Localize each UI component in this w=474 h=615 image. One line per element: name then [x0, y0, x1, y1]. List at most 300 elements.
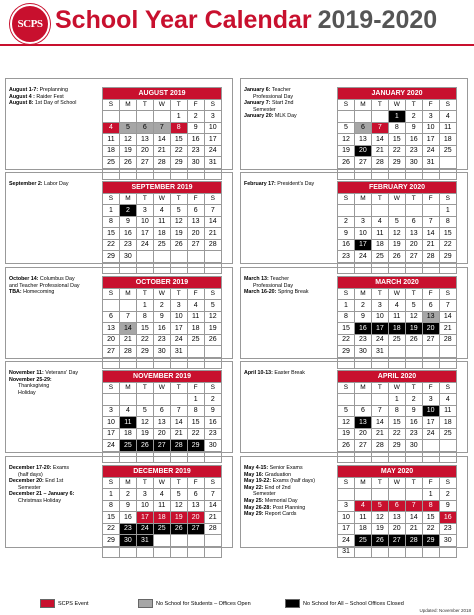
day-cell: 11	[354, 512, 371, 524]
day-cell: 19	[136, 428, 153, 440]
day-cell: 10	[136, 500, 153, 512]
day-cell: 22	[388, 145, 405, 157]
empty-cell	[136, 111, 153, 123]
day-cell: 21	[371, 428, 388, 440]
weekday-header: T	[170, 477, 187, 489]
day-cell: 22	[187, 428, 204, 440]
day-cell: 4	[388, 300, 405, 312]
day-cell: 6	[187, 489, 204, 501]
note-date: January 6:	[244, 87, 271, 93]
empty-cell	[371, 205, 388, 217]
day-cell: 11	[119, 417, 136, 429]
legend-gray-swatch	[138, 599, 153, 608]
day-cell: 13	[422, 311, 439, 323]
note-text: Homecoming	[21, 289, 55, 296]
day-cell: 17	[204, 134, 221, 146]
weekday-header: T	[136, 193, 153, 205]
day-cell: 9	[439, 500, 456, 512]
month-block	[5, 267, 233, 359]
note-line	[244, 505, 336, 512]
day-cell: 20	[103, 334, 120, 346]
day-cell: 12	[119, 134, 136, 146]
day-cell: 16	[153, 323, 170, 335]
weekday-header: M	[354, 477, 371, 489]
day-cell: 22	[422, 523, 439, 535]
note-line	[9, 478, 101, 485]
day-cell: 27	[136, 157, 153, 169]
day-cell: 23	[354, 334, 371, 346]
weekday-header: W	[153, 99, 170, 111]
day-cell: 10	[204, 122, 221, 134]
day-cell: 2	[338, 216, 355, 228]
legend-no-school-all-label: No School for All – School Offices Closed	[303, 600, 404, 607]
day-cell: 8	[388, 122, 405, 134]
legend-black-swatch	[285, 599, 300, 608]
empty-cell	[354, 394, 371, 406]
month-name: OCTOBER 2019	[103, 277, 222, 289]
day-cell: 17	[170, 323, 187, 335]
day-cell: 11	[371, 228, 388, 240]
weekday-header: M	[119, 382, 136, 394]
day-cell: 29	[103, 251, 120, 263]
day-cell: 15	[103, 512, 120, 524]
day-cell: 13	[354, 134, 371, 146]
day-cell: 7	[119, 311, 136, 323]
note-date: December 17-20:	[9, 465, 52, 471]
day-cell: 14	[371, 417, 388, 429]
day-cell: 15	[170, 134, 187, 146]
empty-cell	[119, 394, 136, 406]
note-date: May 25:	[244, 497, 264, 504]
day-cell: 11	[388, 311, 405, 323]
page-title	[55, 6, 437, 35]
weekday-header: T	[170, 193, 187, 205]
note-line	[244, 87, 336, 94]
note-date: August 4 :	[9, 93, 35, 100]
day-cell: 7	[371, 405, 388, 417]
day-cell: 19	[204, 323, 221, 335]
weekday-header: S	[103, 477, 120, 489]
day-cell: 3	[136, 205, 153, 217]
empty-cell	[170, 535, 187, 547]
note-text: President's Day	[275, 181, 315, 187]
day-cell: 1	[439, 205, 456, 217]
weekday-header: T	[371, 382, 388, 394]
weekday-header: T	[405, 193, 422, 205]
day-cell: 6	[153, 405, 170, 417]
day-cell: 18	[119, 428, 136, 440]
day-cell: 20	[187, 228, 204, 240]
day-cell: 5	[170, 205, 187, 217]
empty-cell	[338, 205, 355, 217]
month-name: DECEMBER 2019	[103, 466, 222, 478]
day-cell: 30	[405, 157, 422, 169]
note-line	[244, 94, 336, 101]
day-cell: 25	[153, 523, 170, 535]
day-cell: 3	[103, 405, 120, 417]
day-cell: 26	[119, 157, 136, 169]
note-date: May 16:	[244, 471, 264, 478]
empty-cell	[170, 251, 187, 263]
day-cell: 20	[422, 323, 439, 335]
weekday-header: S	[103, 99, 120, 111]
weekday-header: T	[136, 382, 153, 394]
day-cell: 15	[136, 323, 153, 335]
note-text: Semester	[253, 106, 276, 113]
day-cell: 28	[439, 334, 456, 346]
month-block	[240, 361, 468, 453]
day-cell: 19	[338, 145, 355, 157]
note-line	[9, 87, 101, 94]
empty-cell	[422, 440, 439, 452]
day-cell: 21	[422, 239, 439, 251]
note-line	[9, 498, 101, 505]
day-cell: 27	[187, 239, 204, 251]
weekday-header: M	[354, 193, 371, 205]
day-cell: 30	[187, 157, 204, 169]
day-cell: 23	[153, 334, 170, 346]
weekday-header: S	[204, 193, 221, 205]
note-date: December 20:	[9, 478, 44, 485]
note-date: August 8:	[9, 100, 34, 107]
day-cell: 23	[405, 428, 422, 440]
day-cell: 27	[187, 523, 204, 535]
day-cell: 31	[170, 346, 187, 358]
day-cell: 10	[371, 311, 388, 323]
day-cell: 11	[187, 311, 204, 323]
day-cell: 19	[170, 228, 187, 240]
weekday-header: W	[153, 288, 170, 300]
day-cell: 15	[439, 228, 456, 240]
month-notes	[9, 87, 101, 107]
note-text: Labor Day	[42, 181, 69, 187]
day-cell: 25	[439, 145, 456, 157]
day-cell: 6	[422, 300, 439, 312]
day-cell: 27	[103, 346, 120, 358]
weekday-header: S	[338, 288, 355, 300]
weekday-header: S	[204, 99, 221, 111]
day-cell: 1	[388, 111, 405, 123]
note-date: January 20:	[244, 113, 274, 120]
note-text: MLK Day	[273, 113, 297, 120]
day-cell: 27	[388, 535, 405, 547]
empty-cell	[103, 300, 120, 312]
day-cell: 24	[136, 239, 153, 251]
weekday-header: T	[371, 99, 388, 111]
day-cell: 13	[153, 417, 170, 429]
note-text: Professional Day	[253, 282, 294, 289]
month-calendar	[102, 87, 222, 180]
day-cell: 7	[204, 489, 221, 501]
note-date: TBA:	[9, 289, 22, 296]
note-line	[244, 491, 336, 498]
note-date: November 11:	[9, 370, 44, 376]
weekday-header: T	[170, 288, 187, 300]
day-cell: 20	[354, 145, 371, 157]
month-name: JANUARY 2020	[338, 88, 457, 100]
weekday-header: S	[338, 477, 355, 489]
day-cell: 11	[103, 134, 120, 146]
day-cell: 7	[153, 122, 170, 134]
day-cell: 18	[439, 417, 456, 429]
day-cell: 29	[103, 535, 120, 547]
weekday-header: T	[371, 288, 388, 300]
day-cell: 26	[388, 251, 405, 263]
note-line	[244, 472, 336, 479]
empty-cell	[170, 394, 187, 406]
day-cell: 2	[119, 205, 136, 217]
day-cell: 29	[422, 535, 439, 547]
day-cell: 6	[354, 405, 371, 417]
day-cell: 19	[119, 145, 136, 157]
day-cell: 14	[204, 500, 221, 512]
empty-cell	[422, 205, 439, 217]
day-cell: 9	[187, 122, 204, 134]
day-cell: 16	[187, 134, 204, 146]
empty-cell	[103, 394, 120, 406]
day-cell: 7	[170, 405, 187, 417]
empty-cell	[354, 489, 371, 501]
weekday-header: F	[422, 193, 439, 205]
day-cell: 21	[204, 512, 221, 524]
day-cell: 1	[187, 394, 204, 406]
day-cell: 5	[338, 122, 355, 134]
note-line	[244, 113, 336, 120]
day-cell: 15	[388, 417, 405, 429]
day-cell: 18	[153, 228, 170, 240]
note-date: January 7:	[244, 100, 271, 107]
weekday-header: W	[388, 99, 405, 111]
day-cell: 12	[170, 216, 187, 228]
day-cell: 29	[439, 251, 456, 263]
day-cell: 16	[119, 512, 136, 524]
day-cell: 12	[388, 228, 405, 240]
day-cell: 25	[388, 334, 405, 346]
day-cell: 14	[153, 134, 170, 146]
empty-cell	[422, 546, 439, 558]
note-line	[9, 276, 101, 283]
day-cell: 21	[439, 323, 456, 335]
empty-cell	[204, 546, 221, 558]
day-cell: 28	[119, 346, 136, 358]
empty-cell	[153, 546, 170, 558]
day-cell: 27	[405, 251, 422, 263]
note-text: Senior Exams	[268, 465, 303, 471]
weekday-header: W	[388, 382, 405, 394]
day-cell: 15	[103, 228, 120, 240]
day-cell: 7	[204, 205, 221, 217]
empty-cell	[439, 546, 456, 558]
weekday-header: W	[388, 477, 405, 489]
month-name: FEBRUARY 2020	[338, 182, 457, 194]
day-cell: 31	[136, 535, 153, 547]
day-cell: 4	[439, 111, 456, 123]
day-cell: 20	[153, 428, 170, 440]
title-year: 2019-2020	[317, 6, 438, 34]
month-notes	[244, 465, 336, 518]
weekday-header: W	[153, 193, 170, 205]
day-cell: 3	[371, 300, 388, 312]
day-cell: 8	[338, 311, 355, 323]
day-cell: 14	[422, 228, 439, 240]
day-cell: 1	[103, 489, 120, 501]
day-cell: 30	[119, 251, 136, 263]
day-cell: 5	[170, 489, 187, 501]
day-cell: 24	[204, 145, 221, 157]
day-cell: 18	[103, 145, 120, 157]
empty-cell	[119, 546, 136, 558]
day-cell: 29	[388, 157, 405, 169]
day-cell: 29	[338, 346, 355, 358]
day-cell: 18	[371, 239, 388, 251]
weekday-header: F	[187, 193, 204, 205]
empty-cell	[187, 535, 204, 547]
note-text: End of 2nd	[263, 484, 291, 491]
empty-cell	[204, 346, 221, 358]
updated-note: Updated: November 2018	[419, 608, 471, 613]
note-date: March 13:	[244, 276, 269, 282]
day-cell: 4	[153, 205, 170, 217]
day-cell: 14	[405, 512, 422, 524]
day-cell: 3	[422, 394, 439, 406]
day-cell: 13	[187, 216, 204, 228]
note-date: December 21 – January 6:	[9, 491, 75, 498]
empty-cell	[170, 546, 187, 558]
day-cell: 28	[204, 239, 221, 251]
empty-cell	[354, 546, 371, 558]
day-cell: 15	[422, 512, 439, 524]
note-text: Exams (half days)	[271, 478, 315, 485]
empty-cell	[439, 440, 456, 452]
weekday-header: T	[405, 477, 422, 489]
legend-no-school-all	[285, 599, 404, 608]
empty-cell	[119, 300, 136, 312]
day-cell: 23	[439, 523, 456, 535]
day-cell: 7	[422, 216, 439, 228]
day-cell: 23	[119, 239, 136, 251]
day-cell: 28	[153, 157, 170, 169]
day-cell: 31	[371, 346, 388, 358]
day-cell: 3	[204, 111, 221, 123]
day-cell: 12	[371, 512, 388, 524]
day-cell: 9	[405, 122, 422, 134]
month-block	[240, 78, 468, 170]
empty-cell	[354, 111, 371, 123]
day-cell: 7	[405, 500, 422, 512]
day-cell: 2	[119, 489, 136, 501]
day-cell: 24	[422, 428, 439, 440]
note-text: End 1st	[43, 478, 64, 485]
note-date: March 16-20:	[244, 289, 277, 296]
day-cell: 4	[439, 394, 456, 406]
day-cell: 8	[103, 500, 120, 512]
day-cell: 4	[153, 489, 170, 501]
weekday-header: M	[119, 99, 136, 111]
weekday-header: S	[204, 477, 221, 489]
day-cell: 14	[371, 134, 388, 146]
day-cell: 25	[119, 440, 136, 452]
month-block	[5, 456, 233, 548]
day-cell: 13	[103, 323, 120, 335]
day-cell: 18	[388, 323, 405, 335]
day-cell: 25	[354, 535, 371, 547]
day-cell: 19	[405, 323, 422, 335]
day-cell: 10	[422, 122, 439, 134]
day-cell: 29	[170, 157, 187, 169]
day-cell: 8	[136, 311, 153, 323]
legend-red-swatch	[40, 599, 55, 608]
day-cell: 10	[338, 512, 355, 524]
day-cell: 20	[136, 145, 153, 157]
title-text: School Year Calendar	[55, 6, 312, 34]
header-divider	[0, 44, 474, 46]
note-text: Holiday	[18, 389, 36, 396]
day-cell: 9	[338, 228, 355, 240]
weekday-header: S	[204, 382, 221, 394]
day-cell: 14	[119, 323, 136, 335]
day-cell: 10	[136, 216, 153, 228]
day-cell: 17	[422, 417, 439, 429]
note-text: Report Cards	[263, 511, 297, 518]
weekday-header: F	[422, 99, 439, 111]
day-cell: 13	[187, 500, 204, 512]
day-cell: 17	[371, 323, 388, 335]
day-cell: 25	[153, 239, 170, 251]
note-line	[244, 289, 336, 296]
legend-scps-event	[40, 599, 89, 608]
empty-cell	[153, 251, 170, 263]
day-cell: 28	[371, 157, 388, 169]
weekday-header: W	[153, 477, 170, 489]
day-cell: 4	[371, 216, 388, 228]
note-text: Post Planning	[271, 504, 306, 511]
weekday-header: F	[422, 288, 439, 300]
day-cell: 18	[153, 512, 170, 524]
empty-cell	[338, 111, 355, 123]
note-line	[244, 276, 336, 283]
empty-cell	[153, 535, 170, 547]
day-cell: 11	[439, 122, 456, 134]
weekday-header: M	[119, 477, 136, 489]
note-line	[244, 370, 336, 377]
note-date: May 4-15:	[244, 465, 269, 471]
day-cell: 28	[422, 251, 439, 263]
day-cell: 29	[187, 440, 204, 452]
day-cell: 10	[103, 417, 120, 429]
day-cell: 26	[338, 440, 355, 452]
note-text: (half days)	[18, 471, 43, 478]
month-name: SEPTEMBER 2019	[103, 182, 222, 194]
day-cell: 5	[204, 300, 221, 312]
day-cell: 1	[388, 394, 405, 406]
weekday-header: W	[388, 288, 405, 300]
day-cell: 23	[338, 251, 355, 263]
month-name: AUGUST 2019	[103, 88, 222, 100]
day-cell: 21	[153, 145, 170, 157]
day-cell: 21	[204, 228, 221, 240]
month-name: NOVEMBER 2019	[103, 371, 222, 383]
month-calendar	[337, 276, 457, 369]
day-cell: 22	[170, 145, 187, 157]
day-cell: 23	[204, 428, 221, 440]
month-calendar	[102, 276, 222, 369]
day-cell: 5	[119, 122, 136, 134]
empty-cell	[405, 546, 422, 558]
note-text: Preplanning	[38, 87, 68, 93]
month-name: APRIL 2020	[338, 371, 457, 383]
month-notes	[244, 370, 336, 377]
day-cell: 30	[204, 440, 221, 452]
